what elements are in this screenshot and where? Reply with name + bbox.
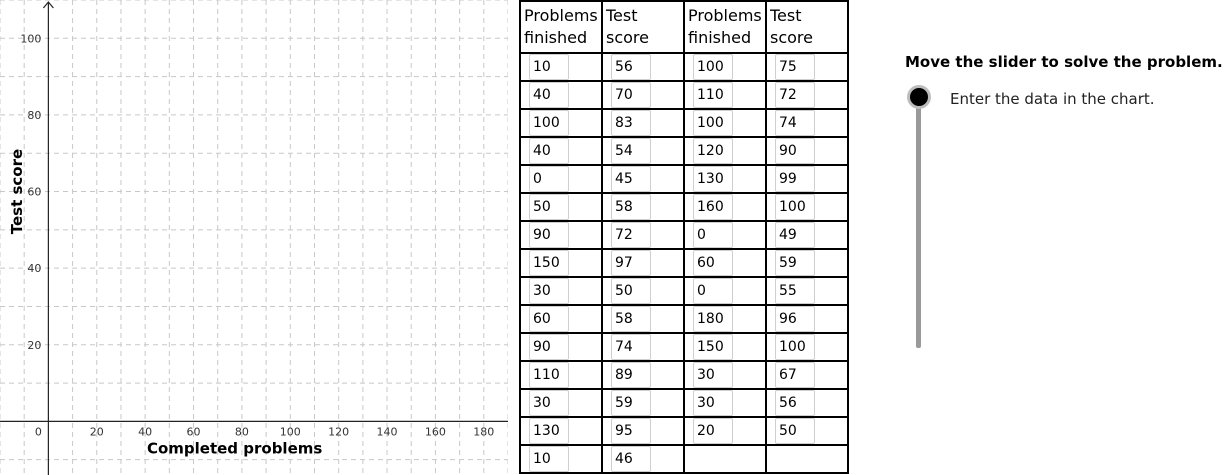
table-cell: [602, 389, 684, 417]
table-cell: [520, 249, 602, 277]
table-cell: [520, 109, 602, 137]
table-cell-input[interactable]: 30: [693, 362, 733, 388]
table-cell-input[interactable]: 10: [529, 446, 569, 472]
table-cell: [602, 249, 684, 277]
table-cell-input[interactable]: 60: [693, 250, 733, 276]
y-tick-label: 80: [27, 108, 42, 122]
table-cell: [766, 417, 848, 445]
table-row: [520, 305, 848, 333]
table-cell: [766, 305, 848, 333]
table-cell-input[interactable]: 30: [529, 390, 569, 416]
table-cell-input[interactable]: 58: [611, 194, 651, 220]
table-cell: [520, 305, 602, 333]
table-cell-input[interactable]: 100: [529, 110, 569, 136]
table-cell: [684, 81, 766, 109]
table-cell: [684, 137, 766, 165]
table-cell: [766, 165, 848, 193]
y-tick-label: 100: [20, 32, 42, 46]
table-cell: [684, 277, 766, 305]
table-cell: [684, 109, 766, 137]
table-cell: [766, 389, 848, 417]
table-cell: [766, 249, 848, 277]
step-slider-handle[interactable]: [910, 88, 928, 106]
table-cell: [520, 53, 602, 81]
table-cell: [684, 221, 766, 249]
x-tick-label: 160: [424, 425, 446, 439]
table-cell-input[interactable]: 90: [529, 334, 569, 360]
table-cell: [766, 109, 848, 137]
table-cell: [602, 193, 684, 221]
y-axis-title: Test score: [8, 148, 26, 235]
table-cell-input[interactable]: 59: [775, 250, 815, 276]
step-label: Enter the data in the chart.: [950, 90, 1155, 108]
table-cell-input[interactable]: 90: [775, 138, 815, 164]
table-cell: [766, 221, 848, 249]
table-cell-input[interactable]: 100: [693, 54, 733, 80]
table-cell: [602, 305, 684, 333]
table-cell: [602, 445, 684, 473]
table-cell: [602, 109, 684, 137]
table-cell-input[interactable]: 99: [775, 166, 815, 192]
table-cell-input[interactable]: 100: [693, 110, 733, 136]
table-cell-input[interactable]: 110: [693, 82, 733, 108]
table-cell-input[interactable]: 89: [611, 362, 651, 388]
table-cell: [766, 277, 848, 305]
table-row: [520, 221, 848, 249]
table-row: [520, 81, 848, 109]
table-row: [520, 389, 848, 417]
table-cell-input[interactable]: 96: [775, 306, 815, 332]
table-row: [520, 417, 848, 445]
table-cell: [684, 389, 766, 417]
table-cell: [520, 417, 602, 445]
table-cell-input[interactable]: 150: [529, 250, 569, 276]
header-problems-finished-2: Problems finished: [684, 1, 766, 53]
table-cell-input[interactable]: 60: [529, 306, 569, 332]
table-cell-input[interactable]: 45: [611, 166, 651, 192]
table-row: [520, 165, 848, 193]
x-tick-label: 60: [186, 425, 201, 439]
table-cell-input[interactable]: 83: [611, 110, 651, 136]
table-row: [520, 333, 848, 361]
table-cell: [766, 137, 848, 165]
table-cell-input[interactable]: 55: [775, 278, 815, 304]
x-tick-label: 100: [279, 425, 301, 439]
table-cell-input[interactable]: 95: [611, 418, 651, 444]
table-cell: [520, 137, 602, 165]
table-cell: [684, 417, 766, 445]
y-tick-label: 40: [27, 262, 42, 276]
table-cell-input[interactable]: 30: [529, 278, 569, 304]
table-cell-input[interactable]: 100: [775, 334, 815, 360]
data-table: [519, 0, 849, 474]
table-cell-input[interactable]: 54: [611, 138, 651, 164]
table-cell-input[interactable]: 74: [611, 334, 651, 360]
table-cell: [684, 165, 766, 193]
table-cell-input[interactable]: 75: [775, 54, 815, 80]
table-row: [520, 361, 848, 389]
table-cell-input[interactable]: 180: [693, 306, 733, 332]
table-cell: [520, 193, 602, 221]
table-cell-input[interactable]: 20: [693, 418, 733, 444]
table-header-row: [520, 1, 848, 53]
table-cell-input[interactable]: 72: [611, 222, 651, 248]
table-cell: [602, 417, 684, 445]
table-cell-input[interactable]: 40: [529, 82, 569, 108]
table-cell: [684, 249, 766, 277]
x-tick-label: 140: [376, 425, 398, 439]
table-cell: [602, 53, 684, 81]
table-cell: [766, 445, 848, 473]
table-row: [520, 109, 848, 137]
table-row: [520, 277, 848, 305]
table-cell-input[interactable]: 58: [611, 306, 651, 332]
x-axis-title: Completed problems: [146, 439, 323, 458]
table-row: [520, 445, 848, 473]
table-row: [520, 249, 848, 277]
table-cell: [520, 333, 602, 361]
table-cell: [766, 361, 848, 389]
x-tick-label: 180: [473, 425, 495, 439]
table-cell-input[interactable]: 49: [775, 222, 815, 248]
table-cell: [520, 165, 602, 193]
table-cell: [766, 333, 848, 361]
graph-view[interactable]: [0, 0, 508, 475]
table-cell-input[interactable]: 150: [693, 334, 733, 360]
table-cell-input[interactable]: 0: [693, 222, 733, 248]
table-cell-input[interactable]: 160: [693, 194, 733, 220]
table-cell: [602, 333, 684, 361]
table-cell: [684, 333, 766, 361]
table-row: [520, 193, 848, 221]
x-tick-label: 20: [89, 425, 104, 439]
table-cell-input[interactable]: 10: [529, 54, 569, 80]
table-cell: [684, 53, 766, 81]
table-row: [520, 53, 848, 81]
table-cell: [602, 137, 684, 165]
table-cell: [766, 193, 848, 221]
table-cell: [684, 305, 766, 333]
header-test-score-2: Test score: [766, 1, 848, 53]
table-cell-input[interactable]: 120: [693, 138, 733, 164]
table-cell: [766, 81, 848, 109]
table-cell-input[interactable]: 110: [529, 362, 569, 388]
table-cell-input[interactable]: 50: [529, 194, 569, 220]
table-cell-input[interactable]: 72: [775, 82, 815, 108]
table-cell-input[interactable]: 67: [775, 362, 815, 388]
y-tick-label: 60: [27, 185, 42, 199]
step-slider-track[interactable]: [916, 97, 921, 348]
table-cell: [684, 445, 766, 473]
table-cell: [602, 221, 684, 249]
table-cell-input[interactable]: 97: [611, 250, 651, 276]
table-cell: [684, 193, 766, 221]
table-cell-input[interactable]: 130: [693, 166, 733, 192]
table-cell-input[interactable]: 74: [775, 110, 815, 136]
table-cell-input[interactable]: 40: [529, 138, 569, 164]
table-cell: [520, 81, 602, 109]
table-cell: [684, 361, 766, 389]
table-cell: [520, 221, 602, 249]
table-cell-input[interactable]: 130: [529, 418, 569, 444]
table-cell-input[interactable]: 50: [775, 418, 815, 444]
x-tick-label: 0: [34, 425, 42, 439]
table-cell-input[interactable]: 0: [529, 166, 569, 192]
graph-canvas[interactable]: [0, 0, 508, 475]
table-cell-input[interactable]: 50: [611, 278, 651, 304]
table-cell-input[interactable]: 56: [775, 390, 815, 416]
table-cell-input[interactable]: 0: [693, 278, 733, 304]
table-cell: [602, 81, 684, 109]
table-cell: [520, 445, 602, 473]
table-cell-input[interactable]: 30: [693, 390, 733, 416]
y-tick-label: 20: [27, 338, 42, 352]
table-cell-input[interactable]: 90: [529, 222, 569, 248]
header-test-score-1: Test score: [602, 1, 684, 53]
table-cell-input[interactable]: 100: [775, 194, 815, 220]
table-cell: [766, 53, 848, 81]
table-cell: [602, 165, 684, 193]
table-cell-input[interactable]: 46: [611, 446, 651, 472]
table-cell: [520, 389, 602, 417]
table-cell: [602, 277, 684, 305]
table-cell: [520, 277, 602, 305]
x-tick-label: 120: [328, 425, 350, 439]
table-cell: [520, 361, 602, 389]
table-cell-input[interactable]: 56: [611, 54, 651, 80]
table-cell-input[interactable]: 59: [611, 390, 651, 416]
x-tick-label: 40: [138, 425, 153, 439]
table-row: [520, 137, 848, 165]
table-cell: [602, 361, 684, 389]
instruction-text: Move the slider to solve the problem.: [905, 53, 1223, 71]
table-cell-input[interactable]: 70: [611, 82, 651, 108]
x-tick-label: 80: [234, 425, 249, 439]
header-problems-finished-1: Problems finished: [520, 1, 602, 53]
